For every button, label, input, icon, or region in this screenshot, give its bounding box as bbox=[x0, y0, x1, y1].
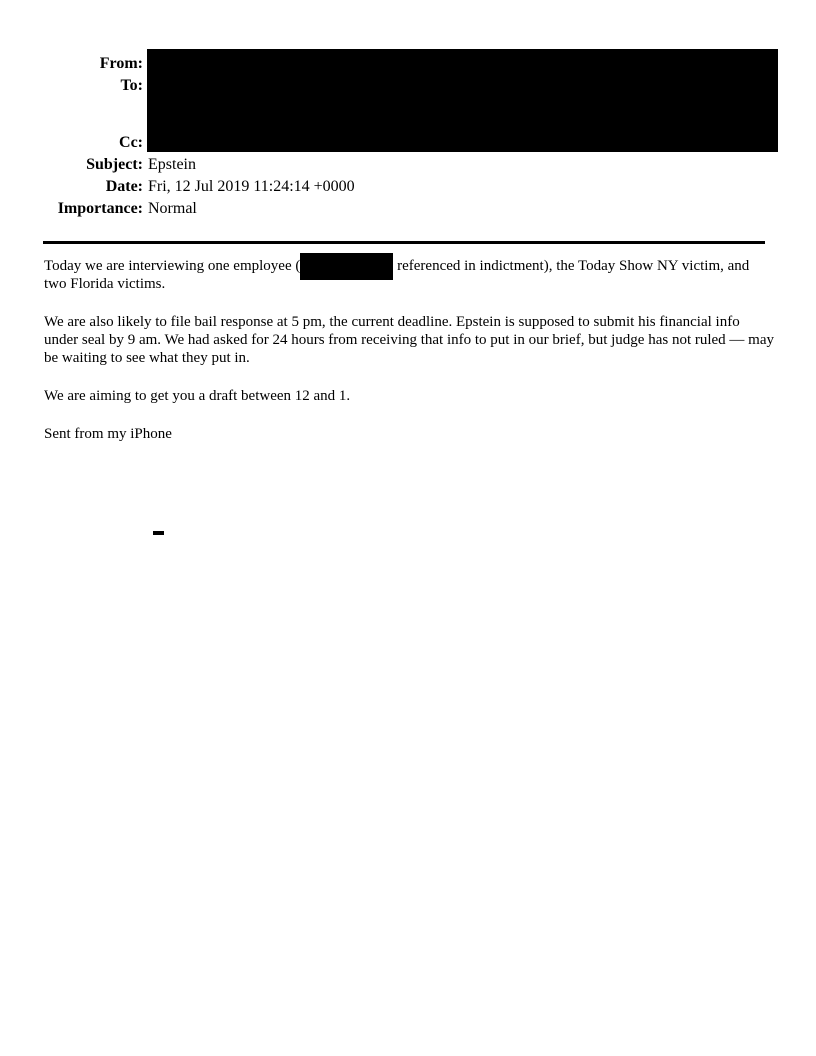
header-label-subject: Subject: bbox=[86, 156, 143, 173]
body-paragraph-2: We are also likely to file bail response at 5 pm, the current deadline. Epstein is supposed to submit his financial info under seal by 9 am. We had asked for 24 hours from receiving that info to put in our brief, but judge has not ruled — may be waiting to see what they put in. bbox=[44, 314, 775, 366]
body-paragraph-1 bbox=[44, 257, 774, 293]
redaction-box-recipients bbox=[147, 49, 778, 152]
header-value-date: Fri, 12 Jul 2019 11:24:14 +0000 bbox=[148, 178, 355, 195]
header-field-subject bbox=[0, 155, 816, 175]
redaction-mark-small bbox=[153, 531, 164, 535]
header-field-date bbox=[0, 177, 816, 197]
paragraph1-text-after: referenced in indictment), the Today Show NY victim, and two Florida victims. bbox=[44, 258, 750, 292]
header-label-from: From: bbox=[99, 55, 143, 72]
header-field-importance bbox=[0, 199, 816, 219]
header-label-date: Date: bbox=[105, 178, 143, 195]
body-paragraph-3: We are aiming to get you a draft between 12 and 1. bbox=[44, 388, 351, 404]
redaction-box-inline bbox=[300, 253, 393, 280]
header-separator-rule bbox=[43, 241, 765, 244]
header-label-cc: Cc: bbox=[119, 134, 143, 151]
paragraph1-text-before: Today we are interviewing one employee ( bbox=[44, 258, 301, 274]
header-value-importance: Normal bbox=[148, 200, 197, 217]
header-label-to: To: bbox=[120, 77, 143, 94]
signature-line: Sent from my iPhone bbox=[44, 426, 172, 442]
header-label-importance: Importance: bbox=[57, 200, 143, 217]
header-value-subject: Epstein bbox=[148, 156, 196, 173]
email-body bbox=[44, 257, 774, 463]
